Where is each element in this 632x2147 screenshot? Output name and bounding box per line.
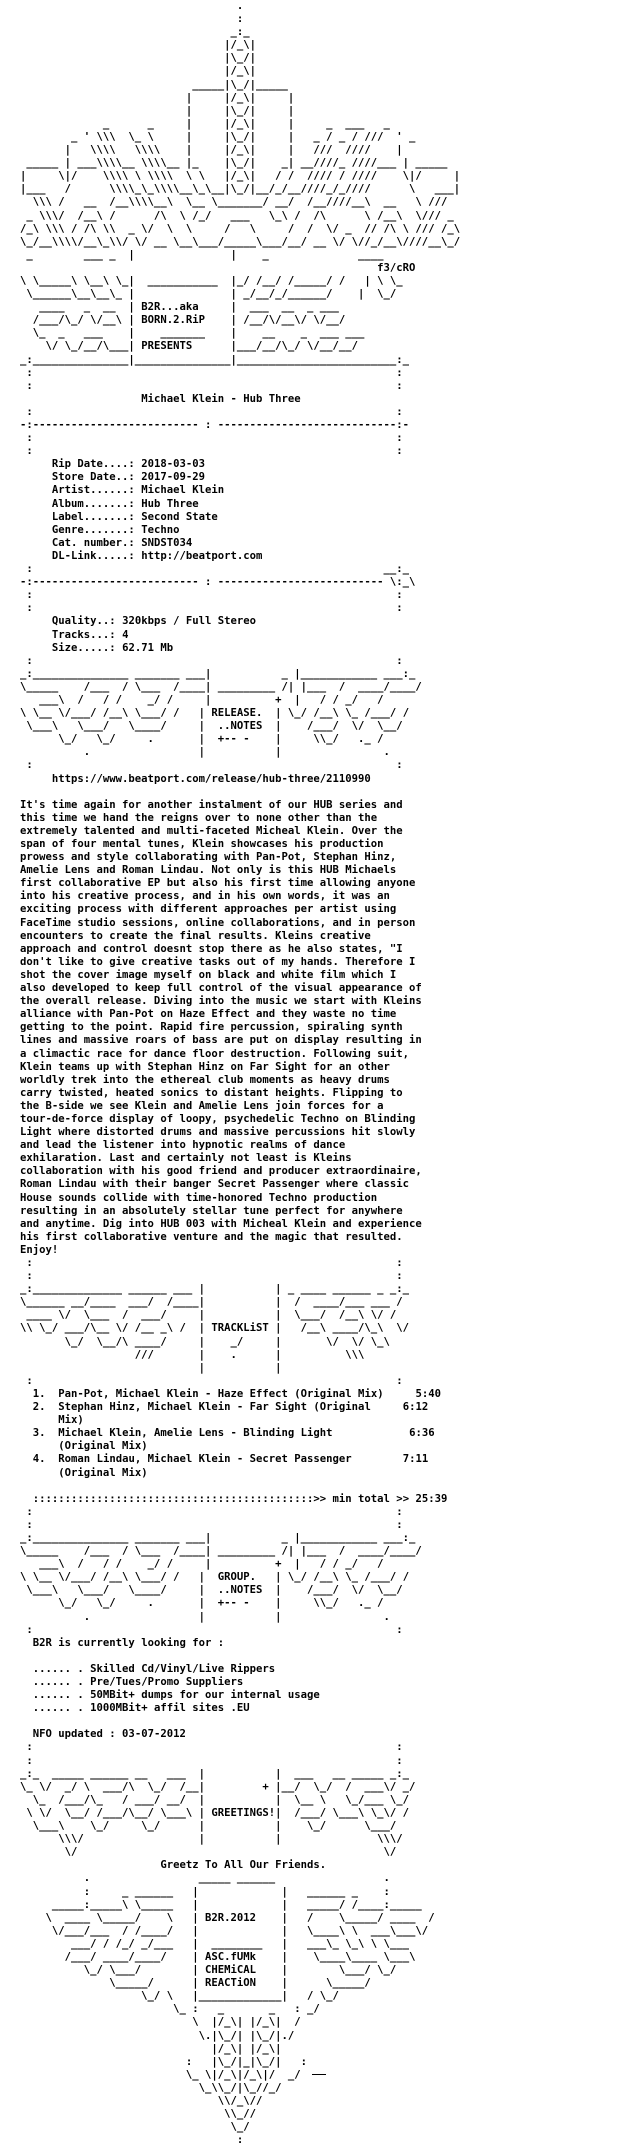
greetings-text: Greetz To All Our Friends.: [160, 1859, 327, 1872]
track-2: 2. Stephan Hinz, Michael Klein - Far Sight (Original 6:12: [32, 1401, 429, 1414]
track-time: 6:36: [409, 1427, 435, 1440]
header-presents-row: \/ \_/__/\___| PRESENTS |___/__/\_/ \/__/__/: [20, 340, 359, 353]
group-long: BORN.2.RiP: [141, 314, 205, 327]
track-time: 5:40: [415, 1387, 441, 1400]
greetings-text-row: [20, 1859, 620, 1872]
info-row-cat-number: Cat. number.: SNDST034: [51, 536, 193, 549]
quality-info: [20, 615, 620, 654]
nfo-document: . : _:_ |/_\| |\_/| |/_\| _____|\_/|_____ | |/_\| | | |\_/| | _ _ | |/_\| | _ ___ _ _ ' \\\ \_ \ | |\_/| | _ / _ / /// ' _ | \\\\ \\\\ | |/_\| | /// //// | _____ | ___\\\\__ \\\\__ |_ |\_/| _| __////_ ////___ | _____ | \|/ \\\\ \ \\\\ \ \ |/_\| / / //// / //// \|/ | |___ / \\\\_\_\\\\__\_\__|\_/|__/_/__////_/_//// \ ___| \\\ / __ /__\\\\__\ \__ \_______/ __/ /__////__\ __ \ /// _ \\\/ /__\ / /\ \ /_/ ___ \_\ / /\ \ /__\ \/// _ /_\ \\\ / /\ \\ _ \/ \ \ / \ / / \/ _ // /\ \ /// /_\ \_/__\\\\/__\_\\/ \/ __ \__\___/_____\___/__/ __ \/ \//_/__\////__\_/ _ ___ _ | | _ ____ f3/cRO \ \_____\ \__\ \_| ___________ |_/ /__/ /_____/ / | \ \_ \______\__\__\_ | | _/__/_/______/ | \_/ ____ _ __ | B2R...aka | ___ __ _ ___ /___/\_/ \/__\ | BORN.2.RiP | /__/\/__\/ \/__/ \_ _ ___ | _______ | __ _ ___ ___ \/ \_/__/\___| PRESENTS |___/__/\_/ \/__/__/ _:_______________|_______________|_________________________:_ : : : : Michael Klein - Hub Three : : -:-------------------------- : ----------------------------:- : : : : Rip Date....: 2018-03-03 Store Date..: 2017-09-29 Artist......: Michael Klein Album.......: Hub Three Label.......: Second State Genre.......: Techno Cat. number.: SNDST034 DL-Link.....: http://beatport.com : __:_ -:-------------------------- : -------------------------- \:_\ : : : : Quality..: 320kbps / Full Stereo Tracks...: 4 Size.....: 62.71 Mb : : _:_______________ _______ ___| _ |____________ ___:_ \_____ /___ / \___ /____| _________ /| |___ / ____/____/ ___\ / / / _/ / | + | / / _/ / \ \__ \/___/ /__\ \___/ / | RELEASE. | \_/ /__\ \_ /___/ / \___\ \___/ \____/ | ..NOTES | /___/ \/ \__/ \_/ \_/ . | +-- - | \\_/ ._ / . | | . : : https://www.beatport.com/release/hub-three/2110990 It's time again for another instalment of our HUB series and this time we hand the reigns over to none other than the extremely talented and multi-faceted Micheal Klein. Over the span of four mental tunes, Klein showcases his production prowess and style collaborating with Pan-Pot, Stephan Hinz, Amelie Lens and Roman Lindau. Not only is this HUB Michaels first collaborative EP but also his first time allowing anyone into his creative process, and in his own words, it was an exciting process with different approaches per artist using FaceTime studio sessions, online collaborations, and in person encounters to create the final results. Kleins creative approach and control doesnt stop there as he also states, "I don't like to give creative tasks out of my hands. Therefore I shot the cover image myself on black and white film which I also developed to keep full control of the visual appearance of the overall release. Diving into the music we start with Kleins alliance with Pan-Pot on Haze Effect and they waste no time getting to the point. Rapid fire percussion, spiraling synth lines and massive roars of bass are put on display resulting in a climactic race for dance floor destruction. Following suit, Klein teams up with Stephan Hinz on Far Sight for an other worldly trek into the ethereal club moments as heavy drums carry twisted, heated sonics to distant heights. Flipping to the B-side we see Klein and Amelie Lens join forces for a tour-de-force display of loopy, psychedelic Techno on Blinding Light where distorted drums and massive percussions hit slowly and lead the listener into hypnotic realms of dance exhilaration. Last and certainly not least is Kleins collaboration with his good friend and producer extraordinaire, Roman Lindau with their banger Secret Passenger where classic House sounds collide with time-honored Techno production resulting in an absolutely stellar tune perfect for anywhere and anytime. Dig into HUB 003 with Micheal Klein and experience his first collaborative venture and the magic that resulted. Enjoy! : : : : _:______________ ______ ___ | | _ ____ ______ _ _:_ \______ __/____ ___/ /____| | / ____/___ ___ / ____ \/ \___ / ___/ | | \___/ /__\ \/ / \\ \_/ ___/\__ \/ /__ _\ / | TRACKLiST | /__\ ____/\_\ \/ \_/ \__/\ ____/ | _/ | \/ \/ \_\ /// | . | \\\ | | : : 1. Pan-Pot, Michael Klein - Haze Effect (Original Mix) 5:40 2. Stephan Hinz, Michael Klein - Far Sight (Original 6:12 Mix) 3. Michael Klein, Amelie Lens - Blinding Light 6:36 (Original Mix) 4. Roman Lindau, Michael Klein - Secret Passenger 7:11 (Original Mix) ::::::::::::::::::::::::::::::::::::::::::::>> min total >> 25:39 : : : : _:_______________ _______ ___| _ |____________ ___:_ \_____ /___ / \___ /____| _________ /| |___ / ____/____/ ___\ / / / _/ / | + | / / _/ / \ \__ \/___/ /__\ \___/ / | GROUP. | \_/ /__\ \_ /___/ / \___\ \___/ \____/ | ..NOTES | /___/ \/ \__/ \_/ \_/ . | +-- - | \\_/ ._ / . | | . : : B2R is currently looking for : ...... . Skilled Cd/Vinyl/Live Rippers ...... . Pre/Tues/Promo Suppliers ...... . 50MBit+ dumps for our internal usage ...... . 1000MBit+ affil sites .EU NFO updated : 03-07-2012 : : : : _:_ _____ ______ __ ___ | | ___ __ _____ _:_ \_ \/ _/ \ ___/\ \_/ /__| + |__/ \_/ / ___\/ _/ \_ /___/\_ / ___/ __/ | | \__ \ \_/___ \_/ \ \/ \__/ /___/\__/ \___\ | GREETINGS!| /___/ \___\ \_\/ / \___\ \_/ \_/ | | \_/ \___/ \\\/ | | \\\/ \/ \/ Greetz To All Our Friends. . _____ ______ . : _ ______ | | ______ _ : _____:_____\ \_____ | | _____/ /____:_____ \ ____ \_____/ \ | B2R.2012 | / \_____/ ____ / \/___/___ / /____/ | | \____\ \ ___\___\/ ___/ / /_/ _/___ | ________ | ___\_ \_\ \ \___ /___/ ____/____/ | ASC.fUMk | \____\____ \___\ \_/ \___/ | CHEMiCAL | \___/ \_/ \_____/ | REACTiON | \_____/ \_/ \ |_____________| / \_/ \_ : _ _ : _/ \ |/_\| |/_\| / \.|\_/| |\_/|./ |/_\| |/_\| : |\_/|_|\_/| : \_ \|/_\|/_\|/ _/ \_\\_/|\_//_/ \\/_\// \\_// \_/ :: [20, 0, 620, 2147]
quality-row: Quality..: 320kbps / Full Stereo: [51, 615, 256, 628]
track-title: Michael Klein, Amelie Lens - Blinding Light: [58, 1427, 333, 1440]
art-credit: f3/cRO: [377, 261, 416, 274]
looking-item: ...... . Pre/Tues/Promo Suppliers: [32, 1676, 244, 1688]
info-row-dl-link: DL-Link.....: http://beatport.com: [51, 549, 263, 562]
header-art: _ ___ _ | | _ ____: [20, 248, 390, 261]
tracklist-heading: TRACKLiST: [211, 1322, 269, 1335]
track-time: 6:12: [402, 1401, 429, 1414]
tracklist-header-art: : : : : _:______________ ______ ___ | | _ ____ ______ _ _:_ \______ __/____ ___/ /____| | / ____/___ ___ / ____ \/ \___ / ___/ | | \___/ /__\ \/ /: [20, 1257, 410, 1322]
nfo-updated: NFO updated : 03-07-2012: [32, 1728, 186, 1741]
tracks-row: Tracks...: 4: [51, 628, 129, 641]
header-group-row: ____ _ __ | B2R...aka | ___ __ _ ___: [20, 301, 339, 314]
group-notes-heading-1: GROUP.: [217, 1571, 256, 1584]
footer-credit-2: CHEMiCAL: [204, 1964, 256, 1977]
size-row: Size.....: 62.71 Mb: [51, 641, 174, 654]
track-title-cont: (Original Mix): [58, 1440, 148, 1453]
track-3: 3. Michael Klein, Amelie Lens - Blinding Light 6:36: [32, 1427, 435, 1440]
footer-art: . _____ ______ . : _ ______ | | ______ _ : _____:_____\ \_____ | | _____/ /____:_____: [51, 1872, 422, 1911]
total-time: 25:39: [415, 1492, 448, 1505]
release-info: [20, 458, 620, 563]
track-title: Stephan Hinz, Michael Klein - Far Sight (Original: [58, 1401, 371, 1414]
total-time-row: ::::::::::::::::::::::::::::::::::::::::::::>> min total >> 25:39: [32, 1492, 448, 1505]
looking-for: B2R is currently looking for :: [32, 1636, 225, 1649]
looking-item: ...... . 50MBit+ dumps for our internal usage: [32, 1689, 320, 1702]
track-1: 1. Pan-Pot, Michael Klein - Haze Effect (Original Mix) 5:40: [32, 1387, 441, 1400]
release-title-row: [20, 393, 620, 406]
group-notes-header-art: : : : : _:_______________ _______ ___| _ |____________ ___:_ \_____ /___ / \___ /____| _________ /| |___ / ____/____/ ___\ / / / _/ / | + | / / _/ /: [20, 1505, 422, 1571]
info-row-label: Label.......: Second State: [51, 510, 218, 523]
release-url: https://www.beatport.com/release/hub-three/2110990: [51, 772, 371, 785]
release-notes-header-art: : : _:_______________ _______ ___| _ |____________ ___:_ \_____ /___ / \___ /____| _________ /| |___ / ____/____/ ___\ / / / _/ / | + | / / _/ /: [20, 654, 422, 706]
track-title: Pan-Pot, Michael Klein - Haze Effect (Original Mix): [58, 1387, 384, 1400]
presents-label: PRESENTS: [141, 340, 193, 353]
footer-credit-3: REACTiON: [204, 1977, 256, 1990]
release-notes-heading-2: ..NOTES: [217, 720, 263, 733]
track-title-cont: (Original Mix): [58, 1466, 148, 1479]
info-row-rip-date: Rip Date....: 2018-03-03: [51, 458, 205, 471]
footer-credit-1: ASC.fUMk: [204, 1950, 256, 1963]
tracklist: [20, 1388, 620, 1506]
top-spire-art: . : _:_ |/_\| |\_/| |/_\| _____|\_/|_____ | |/_\| | | |\_/| | _ _ | |/_\| | _ ___ _ _ ' \\\ \_ \ | |\_/| | _ / _ / /// ' _ | \\\\ \\\\ | |/_\| | /// //// | _____ | ___\\\\__ \\\\__ |_ |\_/| _| __////_ ////___ | _____ | \|/ \\\\ \ \\\\ \ \ |/_\| / / //// / //// \|/ | |___ / \\\\_\_\\\\__\_\__|\_/|__/_/__////_/_//// \ ___| \\\ / __ /__\\\\__\ \__ \_______/ __/ /__////__\ __ \ /// _ \\\/ /__\ / /\ \ /_/ ___ \_\ / /\ \ /__\ \/// _ /_\ \\\ / /\ \\ _ \/ \ \ / \ / / \/ _ // /\ \ /// /_\ \_/__\\\\/__\_\\/ \/ __ \__\___/_____\___/__/ __ \/ \//_/__\////__\_/: [20, 0, 461, 248]
greetings-heading: GREETINGS!: [211, 1806, 276, 1819]
footer-group: B2R.2012: [204, 1911, 256, 1924]
looking-item: ...... . Skilled Cd/Vinyl/Live Rippers: [32, 1662, 276, 1675]
track-title-cont: Mix): [58, 1414, 84, 1427]
track-title: Roman Lindau, Michael Klein - Secret Passenger: [58, 1453, 352, 1466]
track-4: 4. Roman Lindau, Michael Klein - Secret Passenger 7:11: [32, 1453, 429, 1466]
looking-item: ...... . 1000MBit+ affil sites .EU: [32, 1702, 250, 1715]
group-notes-heading-2: ..NOTES: [217, 1584, 263, 1597]
header-credit-row: [20, 262, 620, 275]
info-row-artist: Artist......: Michael Klein: [51, 484, 225, 497]
release-notes-text: It's time again for another instalment of our HUB series and this time we hand the reigns over to none other than the extremely talented and multi-faceted Micheal Klein. Over the span of four mental tunes, Klein showcases his production prowess and style collaborating with Pan-Pot, Stephan Hinz, Amelie Lens and Roman Lindau. Not only is this HUB Michaels first collaborative EP but also his first time allowing anyone into his creative process, and in his own words, it was an exciting process with different approaches per artist using FaceTime studio sessions, online collaborations, and in person encounters to create the final results. Kleins creative approach and control doesnt stop there as he also states, "I don't like to give creative tasks out of my hands. Therefore I shot the cover image myself on black and white film which I also developed to keep full control of the visual appearance of the overall release. Diving into the music we start with Kleins alliance with Pan-Pot on Haze Effect and they waste no time getting to the point. Rapid fire percussion, spiraling synth lines and massive roars of bass are put on display resulting in a climactic race for dance floor destruction. Following suit, Klein teams up with Stephan Hinz on Far Sight for an other worldly trek into the ethereal club moments as heavy drums carry twisted, heated sonics to distant heights. Flipping to the B-side we see Klein and Amelie Lens join forces for a tour-de-force display of loopy, psychedelic Techno on Blinding Light where distorted drums and massive percussions hit slowly and lead the listener into hypnotic realms of dance exhilaration. Last and certainly not least is Kleins collaboration with his good friend and producer extraordinaire, Roman Lindau with their banger Secret Passenger where classic House sounds collide with time-honored Techno production resulting in an absolutely stellar tune perfect for anywhere and anytime. Dig into HUB 003 with Micheal Klein and experience his first collaborative venture and the magic that resulted. Enjoy!: [20, 798, 422, 1256]
info-row-store-date: Store Date..: 2017-09-29: [51, 471, 205, 484]
release-notes-heading-1: RELEASE.: [211, 707, 263, 720]
info-row-album: Album.......: Hub Three: [51, 497, 199, 510]
end-of-file-mark: [312, 2074, 326, 2075]
group-notes: [20, 1637, 620, 1742]
greetings-header-art: : : : : _:_ _____ ______ __ ___ | | ___ __ _____ _:_ \_ \/ _/ \ ___/\ \_/ /__| + |__/ \_/ / ___\/ _/ \_ /___/\_ / ___/ __/ | | \__ \ \_/___ \_/: [20, 1741, 416, 1806]
track-time: 7:11: [402, 1453, 429, 1466]
release-title: Michael Klein - Hub Three: [141, 392, 301, 405]
group-short: B2R...aka: [141, 301, 199, 314]
info-row-genre: Genre.......: Techno: [51, 523, 180, 536]
